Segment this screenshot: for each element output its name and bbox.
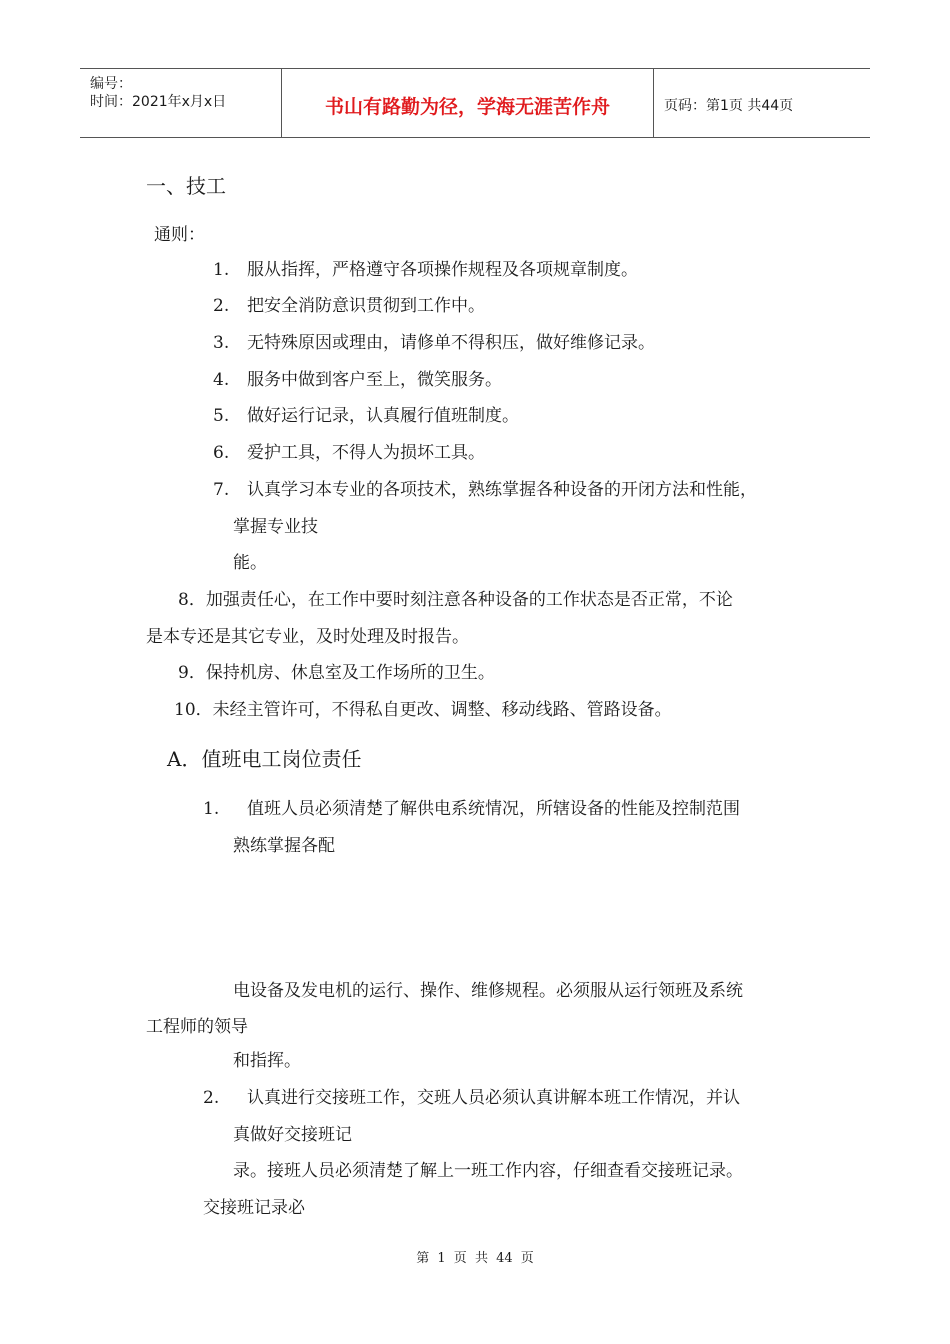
duty-text: 熟练掌握各配: [233, 836, 335, 856]
rule-continuation: 能。: [233, 553, 267, 573]
header-page-info: 页码：第1页 共44页: [664, 98, 794, 114]
footer-label: 共: [474, 1251, 488, 1266]
document-number-label: 编号：: [90, 76, 132, 92]
header-motto: 书山有路勤为径，学海无涯苦作舟: [324, 96, 610, 118]
rule-text: 服从指挥，严格遵守各项操作规程及各项规章制度。: [247, 260, 638, 280]
rule-text: 爱护工具，不得人为损坏工具。: [247, 443, 485, 463]
footer-total-pages: 44: [496, 1251, 513, 1266]
rule-number: 3.: [213, 333, 230, 353]
section-title: 一、技工: [146, 174, 226, 198]
rule-text: 做好运行记录，认真履行值班制度。: [247, 406, 519, 426]
duty-text: 录。接班人员必须清楚了解上一班工作内容，仔细查看交接班记录。: [233, 1161, 743, 1181]
duty-text: 值班人员必须清楚了解供电系统情况，所辖设备的性能及控制范围: [247, 799, 740, 819]
subsection-title: A．值班电工岗位责任: [167, 747, 362, 771]
document-header: [80, 68, 870, 138]
rule-number: 1.: [213, 260, 230, 280]
duty-text: 交接班记录必: [203, 1198, 305, 1218]
rule-paragraph: 9．保持机房、休息室及工作场所的卫生。: [178, 663, 495, 683]
duty-text: 电设备及发电机的运行、操作、维修规程。必须服从运行领班及系统: [233, 981, 743, 1001]
rule-paragraph: 是本专还是其它专业，及时处理及时报告。: [146, 627, 469, 647]
rule-text: 把安全消防意识贯彻到工作中。: [247, 296, 485, 316]
duty-text: 认真进行交接班工作，交班人员必须认真讲解本班工作情况，并认: [247, 1088, 740, 1108]
rule-text: 无特殊原因或理由，请修单不得积压，做好维修记录。: [247, 333, 655, 353]
duty-number: 2.: [203, 1088, 220, 1108]
header-page-cell: [654, 69, 870, 137]
rule-continuation: 掌握专业技: [233, 517, 318, 537]
duty-text: 和指挥。: [233, 1051, 301, 1071]
rule-number: 2.: [213, 296, 230, 316]
rule-number: 7.: [213, 480, 230, 500]
page-footer: [0, 1247, 950, 1266]
document-date: 时间：2021年x月x日: [90, 94, 227, 110]
rule-paragraph: 8．加强责任心，在工作中要时刻注意各种设备的工作状态是否正常，不论: [178, 590, 733, 610]
general-label: 通则：: [154, 225, 205, 245]
duty-text: 真做好交接班记: [233, 1125, 352, 1145]
footer-current-page: 1: [437, 1251, 446, 1266]
header-meta-cell: [80, 69, 282, 137]
rule-number: 5.: [213, 406, 230, 426]
duty-number: 1.: [203, 799, 220, 819]
footer-label: 页: [453, 1251, 467, 1266]
rule-paragraph: 10．未经主管许可，不得私自更改、调整、移动线路、管路设备。: [174, 700, 672, 720]
header-motto-cell: [282, 69, 654, 137]
rule-number: 6.: [213, 443, 230, 463]
rule-text: 服务中做到客户至上，微笑服务。: [247, 370, 502, 390]
duty-text: 工程师的领导: [146, 1017, 248, 1037]
rule-number: 4.: [213, 370, 230, 390]
rule-text: 认真学习本专业的各项技术，熟练掌握各种设备的开闭方法和性能，: [247, 480, 757, 500]
footer-label: 页: [520, 1251, 534, 1266]
footer-label: 第: [416, 1251, 430, 1266]
